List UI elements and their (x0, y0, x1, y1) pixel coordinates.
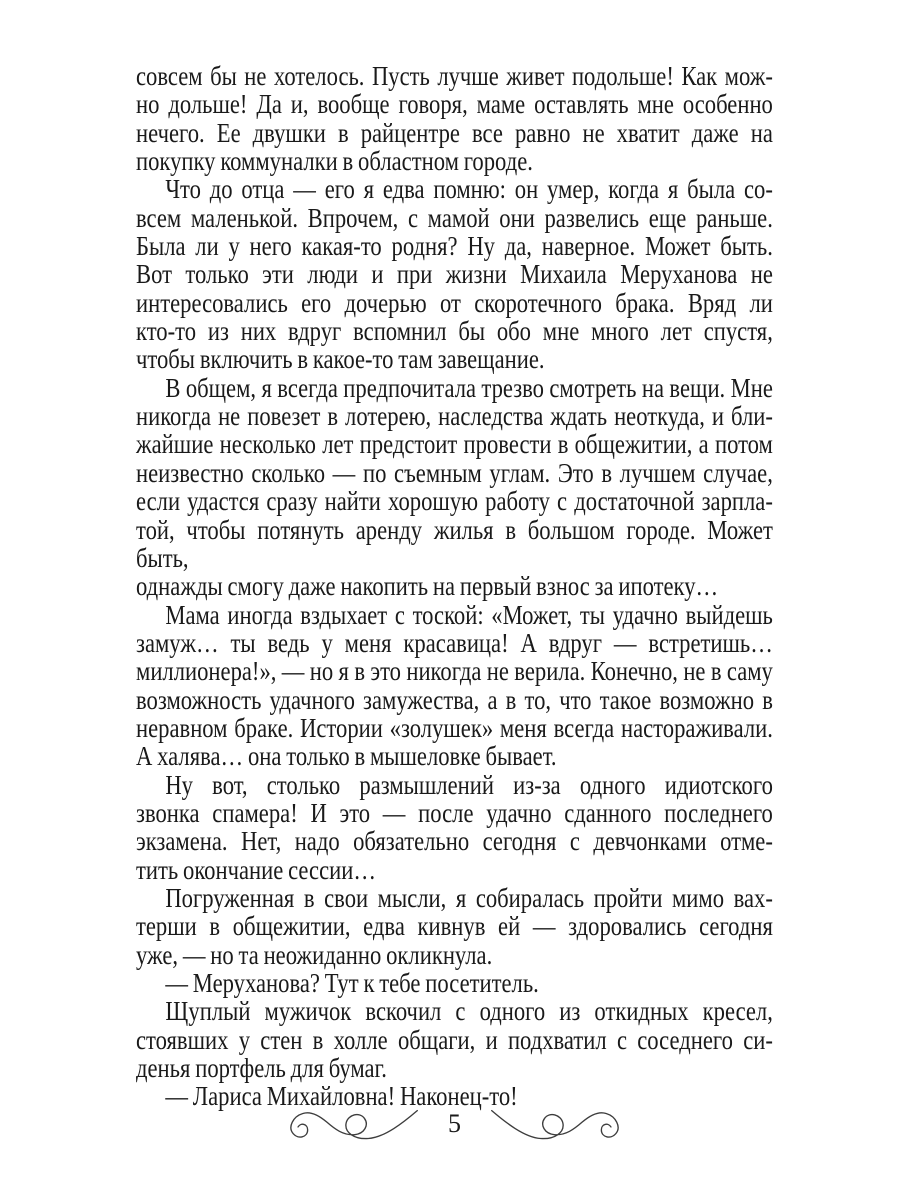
text-line: кто-то из них вдруг вспомнил бы обо мне много лет спустя, (136, 316, 773, 347)
text-line: стоявших у стен в холле общаги, и подхватил с соседнего си- (136, 1024, 773, 1055)
text-line: Мама иногда вздыхает с тоской: «Может, ты удачно выйдешь (165, 599, 773, 630)
paragraph (136, 175, 773, 373)
text-line: покупку коммуналки в областном городе. (136, 146, 533, 177)
text-line: замуж… ты ведь у меня красавица! А вдруг — встретишь… (136, 627, 773, 658)
text-line: чтобы включить в какое-то там завещание. (136, 344, 545, 375)
text-line: — Меруханова? Тут к тебе посетитель. (165, 968, 539, 998)
paragraph (136, 997, 773, 1082)
flourish-right-icon (487, 1101, 633, 1151)
text-line: В общем, я всегда предпочитала трезво смотреть на вещи. Мне (165, 372, 773, 403)
text-line: однажды смогу даже накопить на первый взнос за ипотеку… (136, 571, 719, 602)
flourish-right-stroke (492, 1111, 618, 1139)
text-line: денья портфель для бумаг. (136, 1053, 387, 1084)
paragraph (136, 771, 773, 884)
text-line: — Лариса Михайловна! Наконец-то! (165, 1081, 518, 1112)
text-line: миллионера!», — но я в это никогда не верила. Конечно, не в саму (136, 656, 773, 687)
text-line: интересовались его дочерью от скоротечного брака. Вряд ли (136, 287, 773, 318)
text-line: Вот только эти люди и при жизни Михаила Меруханова не (136, 259, 773, 290)
text-line: жайшие несколько лет предстоит провести в общежитии, а потом (136, 429, 773, 460)
text-line: терши в общежитии, едва кивнув ей — здоровались сегодня (136, 911, 773, 942)
text-line: всем маленькой. Впрочем, с мамой они развелись еще раньше. (136, 202, 773, 233)
text-line: Погруженная в свои мысли, я собиралась пройти мимо вах- (165, 882, 773, 913)
paragraph (136, 969, 773, 997)
paragraph (136, 601, 773, 771)
text-line: Что до отца — его я едва помню: он умер, когда я была со- (165, 174, 773, 205)
text-line: неравном браке. Истории «золушек» меня всегда настораживали. (136, 712, 773, 743)
text-line: экзамена. Нет, надо обязательно сегодня с девчонками отме- (136, 826, 773, 857)
text-line: если удастся сразу найти хорошую работу с достаточной зарпла- (136, 486, 773, 517)
page-number: 5 (448, 1109, 461, 1138)
text-line: нечего. Ее двушки в райцентре все равно не хватит даже на (136, 117, 773, 148)
page-text (136, 62, 773, 1111)
page-footer (136, 1098, 773, 1154)
flourish-left-icon (276, 1101, 422, 1151)
text-line: звонка спамера! И это — после удачно сданного последнего (136, 797, 773, 828)
text-line: А халява… она только в мышеловке бывает. (136, 741, 557, 772)
text-line: неизвестно сколько — по съемным углам. Это в лучшем случае, (136, 457, 773, 488)
text-line: той, чтобы потянуть аренду жилья в большом городе. Может быть, (136, 514, 773, 573)
text-line: тить окончание сессии… (136, 854, 376, 885)
text-line: возможность удачного замужества, а в то, что такое возможно в (136, 684, 773, 715)
text-line: никогда не повезет в лотерею, наследства ждать неоткуда, и бли- (136, 401, 773, 432)
text-line: уже, — но та неожиданно окликнула. (136, 939, 493, 970)
text-line: Щуплый мужичок вскочил с одного из откидных кресел, (165, 996, 773, 1027)
paragraph (136, 62, 773, 175)
paragraph (136, 884, 773, 969)
text-line: но дольше! Да и, вообще говоря, маме оставлять мне особенно (136, 89, 773, 120)
text-line: совсем бы не хотелось. Пусть лучше живет подольше! Как мож- (136, 61, 773, 91)
flourish-left-stroke (291, 1111, 417, 1139)
paragraph (136, 374, 773, 601)
text-line: Ну вот, столько размышлений из-за одного идиотского (165, 769, 773, 800)
text-line: Была ли у него какая-то родня? Ну да, наверное. Может быть. (136, 231, 773, 262)
